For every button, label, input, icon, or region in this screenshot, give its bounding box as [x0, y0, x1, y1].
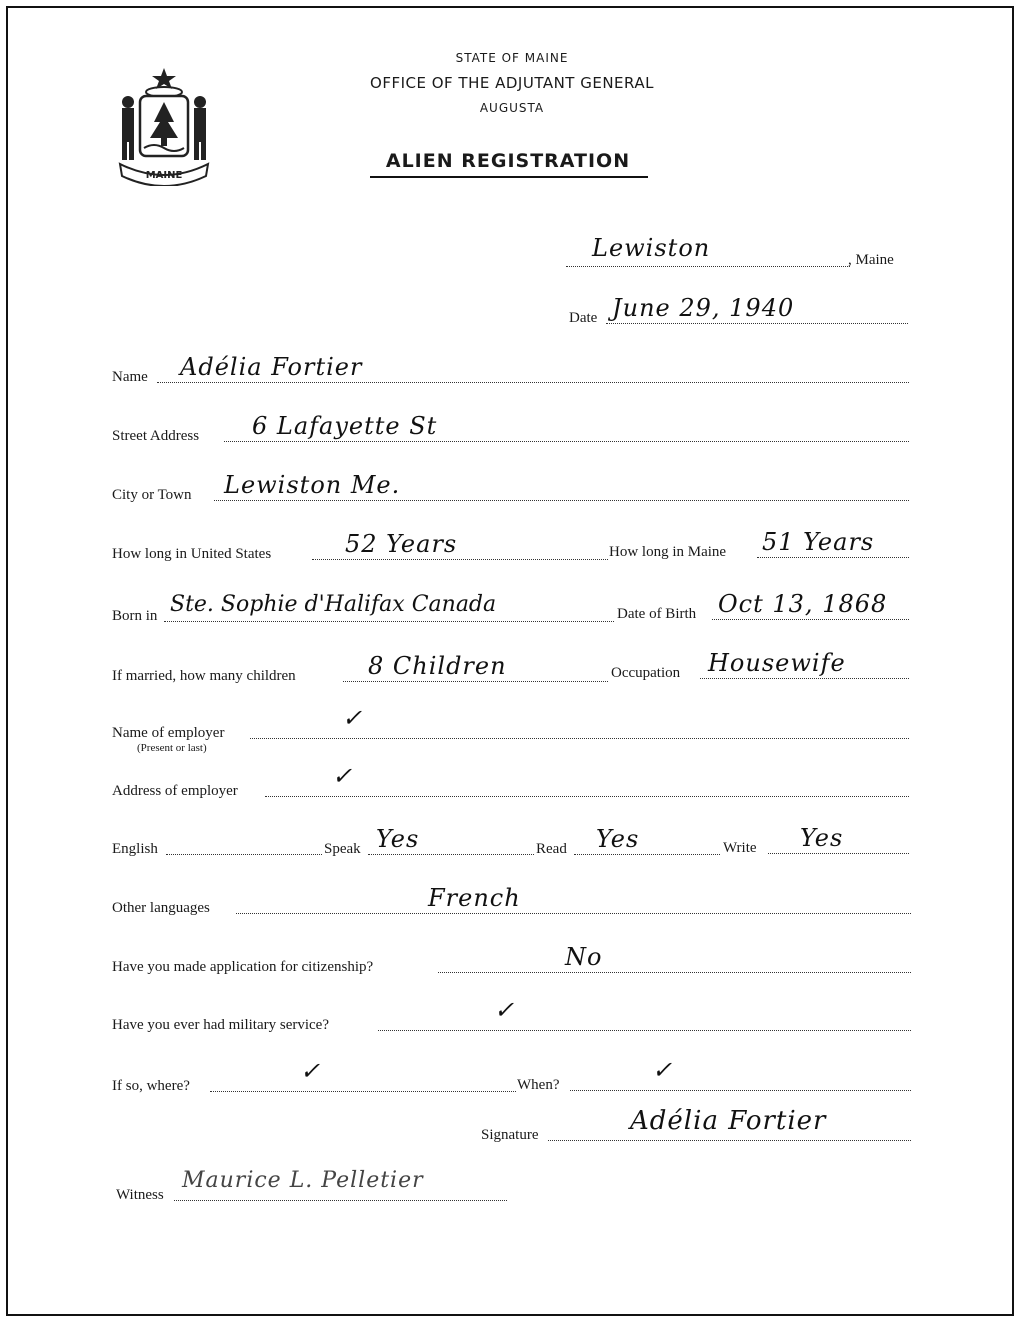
write-value: Yes	[800, 824, 844, 852]
when-value: ✓	[652, 1056, 674, 1084]
date-line	[606, 323, 908, 324]
maine-duration-line	[757, 557, 909, 558]
header-state: STATE OF MAINE	[455, 51, 569, 65]
born-line	[164, 621, 614, 622]
location-value: Lewiston	[592, 234, 711, 262]
employer-value: ✓	[342, 704, 364, 732]
citizenship-label: Have you made application for citizenship?	[112, 959, 374, 975]
signature-label: Signature	[481, 1127, 539, 1143]
title-underline	[370, 176, 648, 178]
other-languages-label: Other languages	[112, 900, 210, 916]
employer-sublabel: (Present or last)	[137, 742, 207, 754]
children-value: 8 Children	[368, 652, 507, 680]
citizenship-line	[438, 972, 911, 973]
witness-line	[174, 1200, 507, 1201]
english-line	[166, 854, 322, 855]
page-border	[6, 6, 1014, 1316]
dob-value: Oct 13, 1868	[718, 590, 888, 618]
read-value: Yes	[596, 825, 640, 853]
employer-line	[250, 738, 909, 739]
header-office: OFFICE OF THE ADJUTANT GENERAL	[370, 74, 654, 92]
where-line	[210, 1091, 516, 1092]
street-label: Street Address	[112, 428, 200, 444]
seal-banner-text: MAINE	[145, 170, 183, 181]
read-line	[574, 854, 720, 855]
where-label: If so, where?	[112, 1078, 190, 1094]
occupation-line	[700, 678, 909, 679]
born-label: Born in	[112, 608, 158, 624]
occupation-value: Housewife	[708, 649, 846, 677]
speak-label: Speak	[324, 841, 361, 857]
military-value: ✓	[494, 996, 516, 1024]
employer-address-line	[265, 796, 909, 797]
name-value: Adélia Fortier	[180, 353, 363, 381]
military-label: Have you ever had military service?	[112, 1017, 329, 1033]
form-title: ALIEN REGISTRATION	[385, 150, 631, 172]
us-duration-line	[312, 559, 608, 560]
location-line	[566, 266, 850, 267]
signature-value: Adélia Fortier	[630, 1106, 827, 1136]
witness-value: Maurice L. Pelletier	[182, 1168, 424, 1193]
city-value: Lewiston Me.	[224, 471, 401, 499]
when-line	[570, 1090, 911, 1091]
other-languages-line	[236, 913, 911, 914]
where-value: ✓	[300, 1057, 322, 1085]
children-label: If married, how many children	[112, 668, 296, 684]
read-label: Read	[536, 841, 567, 857]
speak-value: Yes	[376, 825, 420, 853]
street-line	[224, 441, 909, 442]
name-line	[157, 382, 909, 383]
city-label: City or Town	[112, 487, 192, 503]
citizenship-value: No	[565, 943, 603, 971]
location-suffix: , Maine	[848, 252, 894, 268]
dob-line	[712, 619, 909, 620]
employer-address-label: Address of employer	[112, 783, 238, 799]
born-value: Ste. Sophie d'Halifax Canada	[170, 592, 497, 617]
street-value: 6 Lafayette St	[252, 412, 438, 440]
city-line	[214, 500, 909, 501]
maine-duration-label: How long in Maine	[609, 544, 727, 560]
occupation-label: Occupation	[611, 665, 681, 681]
date-label: Date	[569, 310, 598, 326]
header-city: AUGUSTA	[479, 101, 545, 115]
date-value: June 29, 1940	[612, 294, 795, 322]
write-label: Write	[723, 840, 757, 856]
write-line	[768, 853, 909, 854]
dob-label: Date of Birth	[617, 606, 697, 622]
other-languages-value: French	[428, 884, 521, 912]
employer-address-value: ✓	[332, 762, 354, 790]
when-label: When?	[517, 1077, 560, 1093]
military-line	[378, 1030, 911, 1031]
us-duration-label: How long in United States	[112, 546, 272, 562]
children-line	[343, 681, 608, 682]
speak-line	[368, 854, 534, 855]
english-label: English	[112, 841, 158, 857]
employer-label: Name of employer	[112, 725, 225, 741]
us-duration-value: 52 Years	[345, 530, 458, 558]
name-label: Name	[112, 369, 148, 385]
signature-line	[548, 1140, 911, 1141]
witness-label: Witness	[116, 1187, 164, 1203]
maine-duration-value: 51 Years	[762, 528, 875, 556]
